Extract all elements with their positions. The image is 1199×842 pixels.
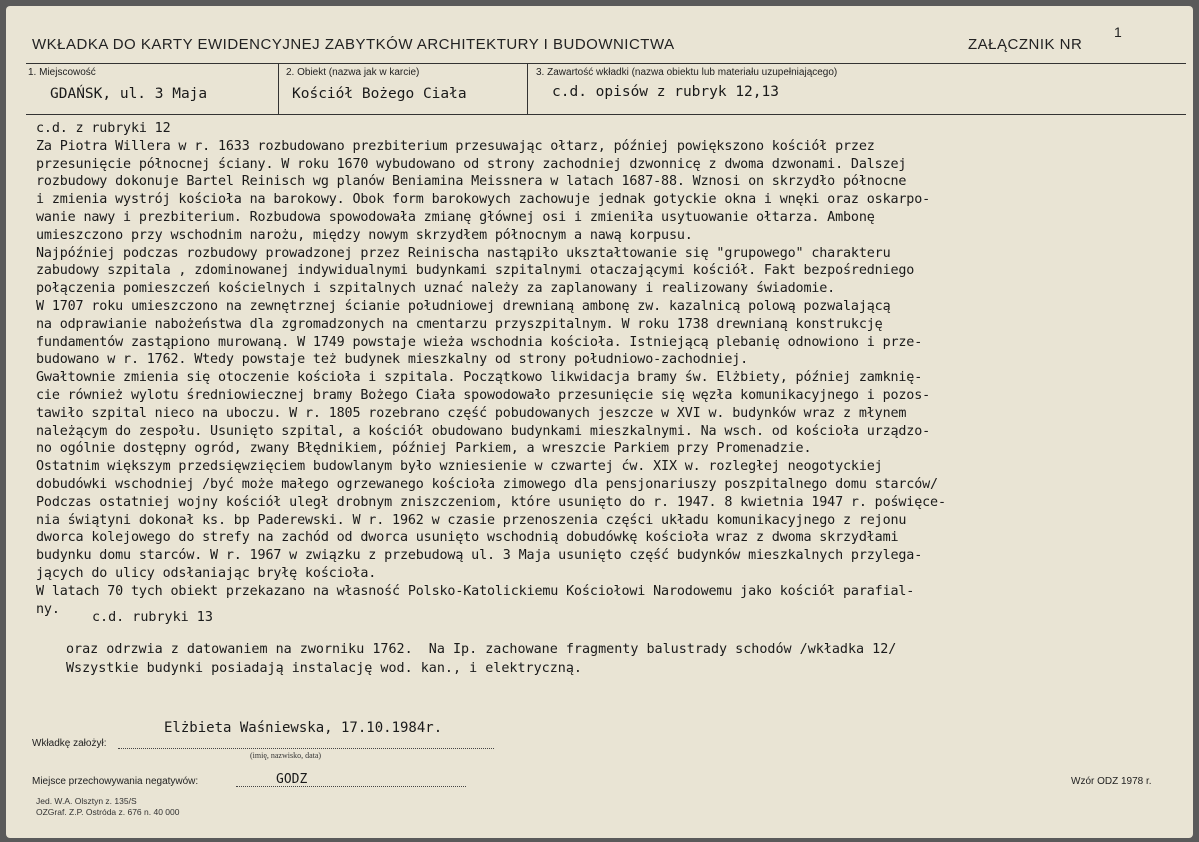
form-title: WKŁADKA DO KARTY EWIDENCYJNEJ ZABYTKÓW ARCHITEKTURY I BUDOWNICTWA (32, 36, 675, 53)
text-line: Podczas ostatniej wojny kościół uległ drobnym zniszczeniom, które usunięto do r. 1947. 8 kwietnia 1947 r. poświęce- (36, 494, 946, 510)
negatives-dotted-line (236, 786, 466, 787)
fields-rule (26, 114, 1186, 115)
text-line: i zmienia wystrój kościoła na barokowy. Obok form barokowych zachowuje jednak gotyckie okna i wnęki oraz oskarpo- (36, 192, 931, 208)
author-hint: (imię, nazwisko, data) (250, 751, 322, 760)
text-line: ny. (36, 601, 60, 617)
printer-info (36, 796, 179, 818)
location-value: GDAŃSK, ul. 3 Maja (50, 86, 208, 102)
text-line: Najpóźniej podczas rozbudowy prowadzonej przez Reinischa nastąpiło ukształtowanie się "grupowego" charakteru (36, 245, 891, 261)
text-line: W 1707 roku umieszczono na zewnętrznej ścianie południowej drewnianą ambonę zw. kazalnicą polową pozwalającą (36, 298, 891, 314)
text-line: Za Piotra Willera w r. 1633 rozbudowano prezbiterium przesuwając ołtarz, później powiększono kościół przez (36, 138, 875, 154)
text-line: budowano w r. 1762. Wtedy powstaje też budynek mieszkalny od strony południowo-zachodniej. (36, 352, 749, 368)
printer-line-1: Jed. W.A. Olsztyn z. 135/S (36, 796, 137, 806)
object-label: 2. Obiekt (nazwa jak w karcie) (286, 67, 420, 78)
object-value: Kościół Bożego Ciała (292, 86, 467, 102)
page-number: 1 (1114, 24, 1122, 40)
text-line: cie również wylotu średniowiecznej bramy Bożego Ciała spowodowało przesunięcie się węzła komunikacyjnego i pozos- (36, 387, 931, 403)
text-line: tawiło szpital nieco na uboczu. W r. 1805 rozebrano część pobudowanych jeszcze w XVI w. budynków wraz z młynem (36, 405, 907, 421)
text-line: zabudowy szpitala , zdominowanej indywidualnymi budynkami szpitalnymi otaczającymi kościół. Fakt bezpośredniego (36, 263, 915, 279)
rubric-13-text (66, 640, 896, 678)
printer-line-2: OZGraf. Z.P. Ostróda z. 676 n. 40 000 (36, 807, 180, 817)
rubric-13-heading: c.d. rubryki 13 (92, 610, 213, 625)
text-line: Wszystkie budynki posiadają instalację wod. kan., i elektryczną. (66, 661, 582, 676)
negatives-label: Miejsce przechowywania negatywów: (32, 776, 199, 787)
annex-label: ZAŁĄCZNIK NR (968, 36, 1083, 53)
contents-value: c.d. opisów z rubryk 12,13 (552, 84, 779, 100)
text-line: W latach 70 tych obiekt przekazano na własność Polsko-Katolickiemu Kościołowi Narodowemu jako kościół parafial- (36, 583, 915, 599)
rubric-12-text (36, 120, 1199, 618)
location-label: 1. Miejscowość (28, 67, 96, 78)
text-line: no ogólnie dostępny ogród, zwany Błędnikiem, później Parkiem, a wreszcie Parkiem przy Promenadzie. (36, 441, 812, 457)
text-line: przesunięcie północnej ściany. W roku 1670 wybudowano od strony zachodniej dzwonnicę z dwoma dzwonami. Dalszej (36, 156, 907, 172)
text-line: c.d. z rubryki 12 (36, 121, 171, 136)
author-dotted-line (118, 748, 494, 749)
text-line: połączenia pomieszczeń kościelnych i szpitalnych uznać należy za zaplanowany i realizowany świadomie. (36, 281, 836, 297)
text-line: należącym do zespołu. Usunięto szpital, a kościół obudowano budynkami mieszkalnymi. Na wsch. od kościoła urządzo- (36, 423, 931, 439)
text-line: dworca kolejowego do strefy na zachód od dworca usunięto wschodnią dobudówkę kościoła wraz z dwoma skrzydłami (36, 530, 899, 546)
text-line: umieszczono przy wschodnim narożu, między nowym skrzydłem północnym a nawą korpusu. (36, 227, 693, 243)
text-line: oraz odrzwia z datowaniem na zworniku 1762. Na Ip. zachowane fragmenty balustrady schodów /wkładka 12/ (66, 642, 897, 657)
text-line: Ostatnim większym przedsięwzięciem budowlanym było wzniesienie w czwartej ćw. XIX w. rozległej neogotyckiej (36, 459, 883, 475)
text-line: Gwałtownie zmienia się otoczenie kościoła i szpitala. Początkowo likwidacja bramy św. Elżbiety, później zamknię- (36, 370, 923, 386)
field-divider-2 (527, 63, 528, 115)
author-value: Elżbieta Waśniewska, 17.10.1984r. (164, 720, 443, 736)
negatives-value: GODZ (276, 772, 308, 787)
form-model-label: Wzór ODZ 1978 r. (1071, 776, 1152, 787)
text-line: dobudówki wschodniej /być może małego ogrzewanego kościoła zimowego dla pensjonariuszy poszpitalnego domu starców/ (36, 476, 938, 492)
text-line: budynku domu starców. W r. 1967 w związku z przebudową ul. 3 Maja usunięto część budynków mieszkalnych przylega- (36, 548, 923, 564)
field-divider-1 (278, 63, 279, 115)
text-line: rozbudowy dokonuje Bartel Reinisch wg planów Beniamina Meissnera w latach 1687-88. Wznosi on skrzydło północne (36, 174, 907, 190)
text-line: wanie nawy i prezbiterium. Rozbudowa spowodowała zmianę głównej osi i zmieniła usytuowanie ołtarza. Ambonę (36, 209, 875, 225)
record-card (6, 6, 1193, 838)
header-rule (26, 63, 1186, 64)
text-line: fundamentów zastąpiono murowaną. W 1749 powstaje wieża wschodnia kościoła. Istniejącą plebanię odnowiono i prze- (36, 334, 923, 350)
text-line: nia świątyni dokonał ks. bp Paderewski. W r. 1962 w czasie przenoszenia części układu komunikacyjnego z rejonu (36, 512, 907, 528)
author-label: Wkładkę założył: (32, 738, 107, 749)
text-line: jących do ulicy odsłaniając bryłę kościoła. (36, 565, 377, 581)
text-line: na odprawianie nabożeństwa dla zgromadzonych na cmentarzu przyszpitalnym. W roku 1738 drewnianą konstrukcję (36, 316, 883, 332)
contents-label: 3. Zawartość wkładki (nazwa obiektu lub materiału uzupełniającego) (536, 67, 838, 78)
